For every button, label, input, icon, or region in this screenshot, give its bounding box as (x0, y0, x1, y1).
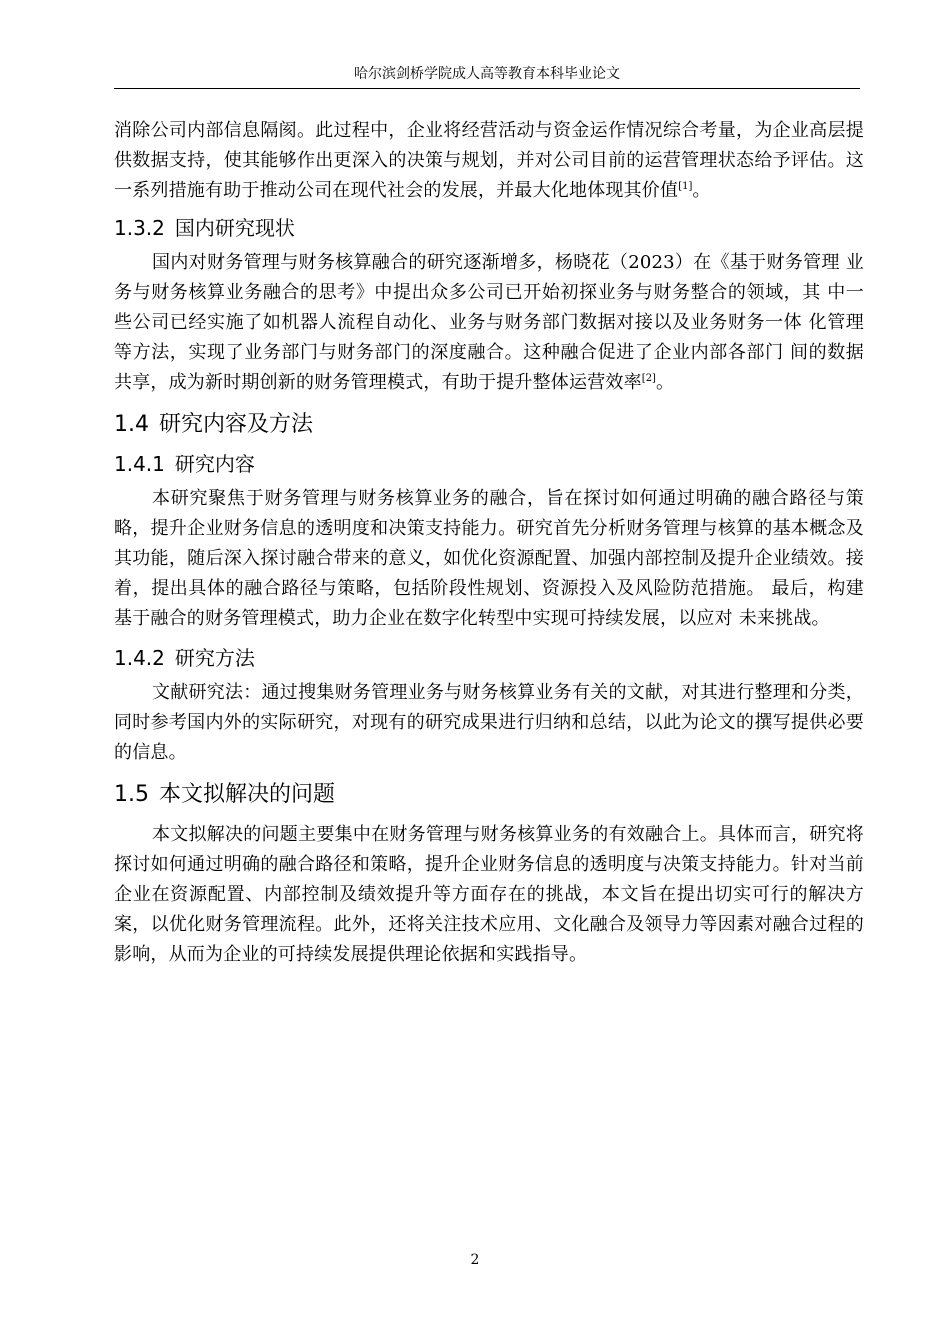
domestic-research-text: 国内对财务管理与财务核算融合的研究逐渐增多，杨晓花（2023）在《基于财务管理 业务与财务核算业务融合的思考》中提出众多公司已开始初探业务与财务整合的领域，其 中一些公司已经实施了如机器人流程自动化、业务与财务部门数据对接以及业务财务一体 化管理等方法，实现了业务部门与财务部门的深度融合。这种融合促进了企业内部各部门 间的数据共享，成为新时期创新的财务管理模式，有助于提升整体运营效率 (114, 252, 864, 393)
heading-number: 1.4.1 (114, 452, 165, 476)
running-header: 哈尔滨剑桥学院成人高等教育本科毕业论文 (354, 66, 620, 82)
heading-number: 1.4.2 (114, 646, 165, 670)
heading-title: 本文拟解决的问题 (159, 782, 336, 807)
page-number: 2 (470, 1252, 480, 1268)
research-content-paragraph: 本研究聚焦于财务管理与财务核算业务的融合，旨在探讨如何通过明确的融合路径与策略，提升企业财务信息的透明度和决策支持能力。研究首先分析财务管理与核算的基本概念及其功能，随后深入探讨融合带来的意义，如优化资源配置、加强内部控制及提升企业绩效。接着，提出具体的融合路径与策略，包括阶段性规划、资源投入及风险防范措施。 最后，构建基于融合的财务管理模式，助力企业在数字化转型中实现可持续发展，以应对 未来挑战。 (114, 488, 864, 629)
citation-1[interactable]: [1] (678, 181, 693, 192)
intro-paragraph-tail: 。 (692, 180, 711, 201)
heading-1-4-2 (114, 644, 864, 672)
heading-title: 研究内容 (174, 452, 255, 476)
heading-title: 研究方法 (174, 646, 255, 670)
citation-2[interactable]: [2] (641, 373, 656, 384)
heading-1-4-1 (114, 450, 864, 478)
page-body (114, 116, 864, 970)
heading-1-3-2 (114, 214, 864, 242)
heading-1-4 (114, 410, 864, 440)
heading-title: 研究内容及方法 (159, 412, 314, 437)
heading-title: 国内研究现状 (174, 216, 295, 240)
heading-number: 1.5 (114, 782, 149, 807)
domestic-research-paragraph (114, 248, 864, 398)
problems-paragraph: 本文拟解决的问题主要集中在财务管理与财务核算业务的有效融合上。具体而言，研究将探讨如何通过明确的融合路径和策略，提升企业财务信息的透明度与决策支持能力。针对当前企业在资源配置、内部控制及绩效提升等方面存在的挑战，本文旨在提出切实可行的解决方案，以优化财务管理流程。此外，还将关注技术应用、文化融合及领导力等因素对融合过程的影响，从而为企业的可持续发展提供理论依据和实践指导。 (114, 824, 864, 965)
heading-number: 1.4 (114, 412, 149, 437)
intro-paragraph (114, 116, 864, 206)
heading-number: 1.3.2 (114, 216, 165, 240)
header-rule (114, 88, 860, 89)
intro-paragraph-text: 消除公司内部信息隔阂。此过程中，企业将经营活动与资金运作情况综合考量，为企业高层提供数据支持，使其能够作出更深入的决策与规划，并对公司目前的运营管理状态给予评估。这一系列措施有助于推动公司在现代社会的发展，并最大化地体现其价值 (114, 120, 864, 201)
domestic-research-tail: 。 (655, 372, 675, 393)
heading-1-5 (114, 780, 864, 810)
research-method-paragraph: 文献研究法：通过搜集财务管理业务与财务核算业务有关的文献，对其进行整理和分类，同时参考国内外的实际研究，对现有的研究成果进行归纳和总结，以此为论文的撰写提供必要的信息。 (114, 682, 864, 763)
